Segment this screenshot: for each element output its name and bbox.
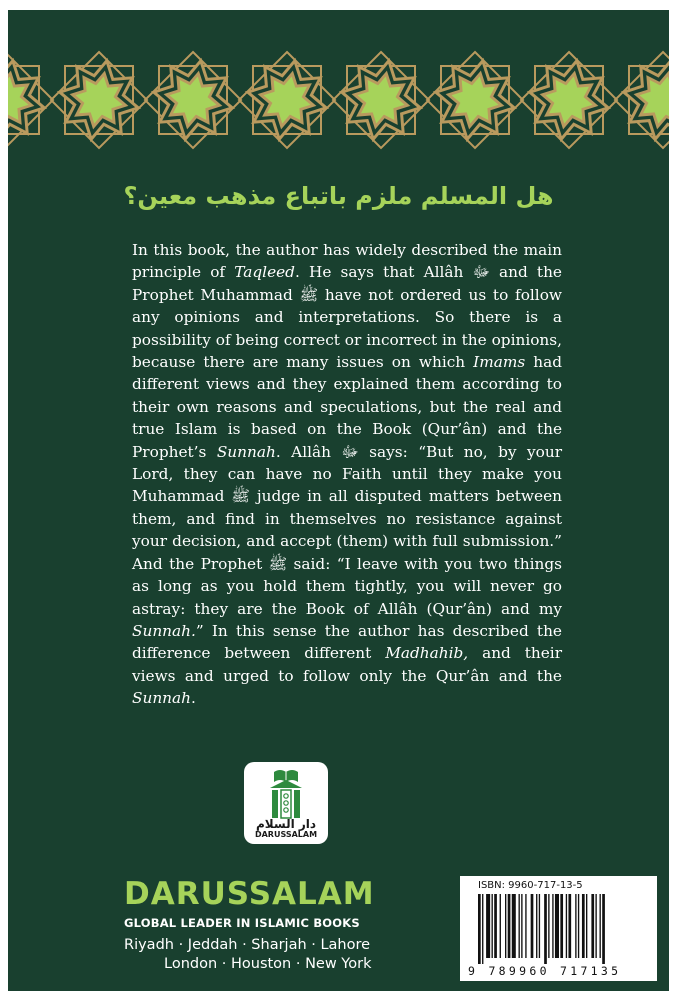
blurb-segment: Taqleed	[234, 263, 295, 282]
blurb-segment: Imams	[473, 353, 526, 372]
publisher-tagline: GLOBAL LEADER IN ISLAMIC BOOKS	[124, 916, 360, 930]
ornament-tile	[521, 52, 617, 148]
geometric-ornament-band	[8, 50, 669, 150]
cities-line-2: London · Houston · New York	[164, 956, 372, 972]
blurb-segment: had different views and they explained them according to their own reasons and speculations, but the real and true Islam is based on the Book (Qur’ân) and the Prophet’s	[132, 353, 562, 461]
isbn-number: ISBN: 9960-717-13-5	[478, 880, 583, 891]
blurb-segment: . Allâh ﷻ says: “But no, by your Lord, they can have no Faith until they make you Muhammad ﷺ judge in all disputed matters between them, and find in themselves no resistance against your decision, and accept (them) with full submission.” And the Prophet ﷺ said: “I leave with you two things as long as you hold them tightly, you will never go astray: they are the Book of Allâh (Qur’ân) and my	[132, 442, 563, 618]
isbn-barcode	[460, 876, 657, 981]
logo-arabic-text: دار السلام	[255, 817, 317, 831]
ornament-tile	[51, 52, 147, 148]
cities-line-1: Riyadh · Jeddah · Sharjah · Lahore	[124, 937, 371, 953]
blurb-segment: Sunnah	[132, 689, 192, 708]
book-back-cover	[8, 10, 669, 991]
barcode-digits: 9 789960 717135	[468, 964, 622, 978]
blurb-segment: Madhahib,	[385, 644, 469, 663]
publisher-logo	[244, 762, 328, 844]
ornament-tile	[333, 52, 429, 148]
ornament-tile	[8, 52, 53, 148]
ornament-tile	[427, 52, 523, 148]
barcode-icon	[476, 894, 641, 964]
blurb-segment: Sunnah.	[132, 621, 196, 640]
ornament-tile	[239, 52, 335, 148]
blurb-segment: .	[191, 689, 196, 708]
blurb-segment: ” In this sense the author has described the difference between different	[132, 621, 562, 663]
ornament-tile	[615, 52, 669, 148]
ornament-tile	[145, 52, 241, 148]
publisher-name: DARUSSALAM	[124, 876, 375, 912]
arabic-title: هل المسلم ملزم باتباع مذهب معين؟	[123, 182, 554, 210]
blurb-segment: . He says that Allâh ﷻ and the Prophet Muhammad ﷺ have not ordered us to follow any opinions and interpretations. So there is a possibility of being correct or incorrect in the opinions, because there are many issues on which	[132, 263, 562, 372]
logo-caption: DARUSSALAM	[254, 830, 318, 839]
book-description	[132, 239, 562, 710]
blurb-segment: In this book, the author has widely described the main principle of	[132, 241, 562, 282]
blurb-segment: Sunnah	[216, 442, 276, 461]
blurb-segment: and their views and urged to follow only the Qur’ân and the	[132, 644, 563, 685]
